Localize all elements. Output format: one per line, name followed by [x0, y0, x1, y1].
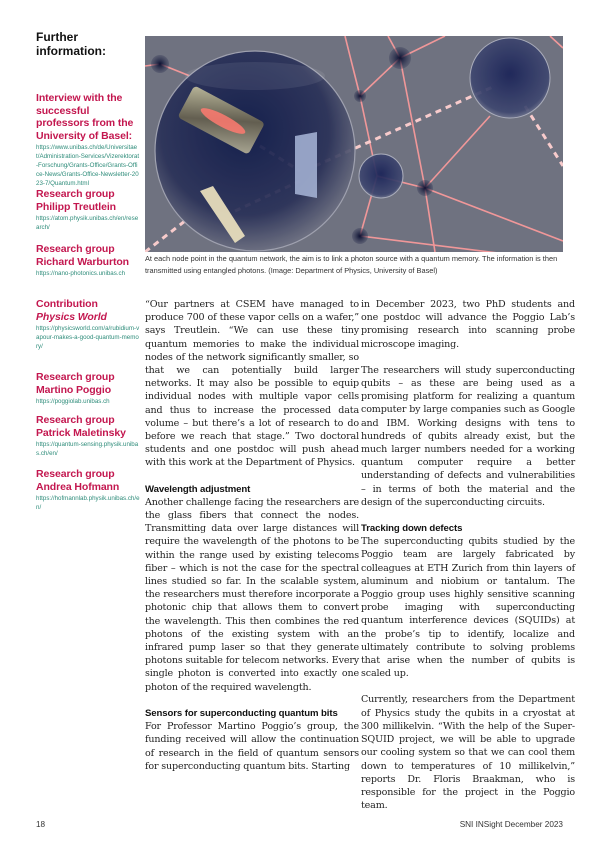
paragraph: The researchers will study superconducting qubits – as these are being used as a promising platform for realizing a quantum computer by large companies such as Google and IBM. Working designs with tens to hundreds of qubits already exist, but the much larger numbers needed for a working quantum computer require a better understanding of defects and vulnerabilities – in terms of both the material and the design of the superconducting circuits.	[361, 364, 575, 508]
sidebar-heading-treutlein	[36, 188, 140, 213]
sidebar-heading-warburton	[36, 243, 140, 268]
link-warburton[interactable]: https://nano-photonics.unibas.ch	[36, 270, 126, 277]
heading-line: Research group	[36, 243, 115, 255]
sidebar-block-physics-world	[36, 298, 140, 351]
link-treutlein[interactable]: https://atom.physik.unibas.ch/en/research/	[36, 215, 139, 231]
sidebar-heading-physics-world	[36, 298, 140, 323]
heading-line: Physics World	[36, 310, 107, 323]
sidebar-block-warburton	[36, 243, 140, 278]
paragraph: For Professor Martino Poggio’s group, the funding received will allow the continuation of research in the field of quantum sensors for superconducting quantum bits. Starting	[145, 721, 359, 772]
sidebar-title: Further information:	[36, 30, 106, 58]
section-heading-wavelength: Wavelength adjustment	[145, 483, 251, 495]
paragraph: “Our partners at CSEM have managed to produce 700 of these vapor cells on a wafer,” says Treutlein. “We can use these tiny quantum memories to make the individual nodes of the network significantly smaller, so that we can potentially build larger networks. It may also be possible to equip individual nodes with multiple vapor cells and thus to increase the processed data volume – but there’s a lot of research to do before we reach that stage.” Two doctoral students and one postdoc will push ahead with this work at the Department of Physics.	[145, 299, 359, 469]
heading-line: Andrea Hofmann	[36, 480, 120, 493]
quantum-network-illustration	[145, 36, 563, 252]
further-information-sidebar	[36, 30, 140, 511]
publication-name: SNI INSight December 2023	[459, 820, 563, 829]
page-number: 18	[36, 820, 46, 829]
link-maletinsky[interactable]: https://quantum-sensing.physik.unibas.ch/en/	[36, 441, 139, 457]
article-column-2	[361, 298, 575, 812]
sidebar-heading-maletinsky	[36, 414, 140, 439]
sidebar-heading-poggio	[36, 371, 140, 396]
section-heading-sensors: Sensors for superconducting quantum bits	[145, 707, 338, 719]
paragraph: The superconducting qubits studied by the Poggio team are largely fabricated by colleagues at ETH Zurich from thin layers of aluminum and niobium or tantalum. The Poggio group uses highly sensitive scanning probe imaging with superconducting quantum interference devices (SQUIDs) at the probe’s tip to identify, localize and ultimately contribute to solving problems that arise when the number of qubits is scaled up.	[361, 536, 575, 680]
figure-caption: At each node point in the quantum network, the aim is to link a photon source with a quantum memory. The information is then transmitted using entangled photons. (Image: Department of Physics, University of Basel)	[145, 254, 558, 275]
paragraph: Another challenge facing the researchers are the glass fibers that connect the nodes. Transmitting data over large distances will require the wavelength of the photons to be within the range used by existing telecoms fiber – which is not the case for the spectral lines studied so far. In the scalable system, the researchers must therefore incorporate a photonic chip that allows them to convert the wavelength. This then combines the red photons of the existing system with an infrared pump laser so that they generate photons suitable for telecom networks. Every single photon is converted into exactly one photon of the required wavelength.	[145, 496, 359, 693]
sidebar-block-interview	[36, 92, 140, 188]
heading-line: Research group	[36, 371, 115, 383]
sidebar-block-maletinsky	[36, 414, 140, 458]
link-physics-world[interactable]: https://physicsworld.com/a/rubidium-vapour-makes-a-good-quantum-memory/	[36, 325, 140, 350]
link-poggio[interactable]: https://poggiolab.unibas.ch	[36, 398, 110, 405]
sidebar-heading-interview: Interview with the successful professors from the University of Basel:	[36, 92, 134, 142]
heading-line: Contribution	[36, 298, 98, 310]
section-heading-tracking: Tracking down defects	[361, 523, 463, 535]
heading-line: Martino Poggio	[36, 383, 112, 396]
link-hofmann[interactable]: https://hofmannlab.physik.unibas.ch/en/	[36, 495, 140, 511]
heading-line: Richard Warburton	[36, 255, 129, 268]
sidebar-block-hofmann	[36, 468, 140, 512]
paragraph: Currently, researchers from the Department of Physics study the qubits in a cryostat at 300 millikelvin. “With the help of the Super-SQUID project, we will be able to upgrade our cooling system so that we can cool them down to temperatures of 10 millikelvin,” reports Dr. Floris Braakman, who is responsible for the project in the Poggio team.	[361, 694, 575, 812]
heading-line: Patrick Maletinsky	[36, 426, 126, 439]
paragraph: in December 2023, two PhD students and one postdoc will advance the Poggio Lab’s promising research into scanning probe microscope imaging.	[361, 299, 575, 350]
sidebar-block-treutlein	[36, 188, 140, 232]
heading-line: Research group	[36, 188, 115, 200]
heading-line: Research group	[36, 414, 115, 426]
quantum-network-image	[145, 36, 563, 252]
article-column-1	[145, 298, 359, 773]
link-interview[interactable]: https://www.unibas.ch/de/Universitaet/Administration-Services/Vizerektorat-Forschung/Grants-Office/Grants-Office-News/Grants-Office-Newsletter-2023-7/Quantum.html	[36, 144, 140, 187]
sidebar-heading-hofmann	[36, 468, 140, 493]
heading-line: Philipp Treutlein	[36, 200, 116, 213]
sidebar-block-poggio	[36, 371, 140, 406]
heading-line: Research group	[36, 468, 115, 480]
